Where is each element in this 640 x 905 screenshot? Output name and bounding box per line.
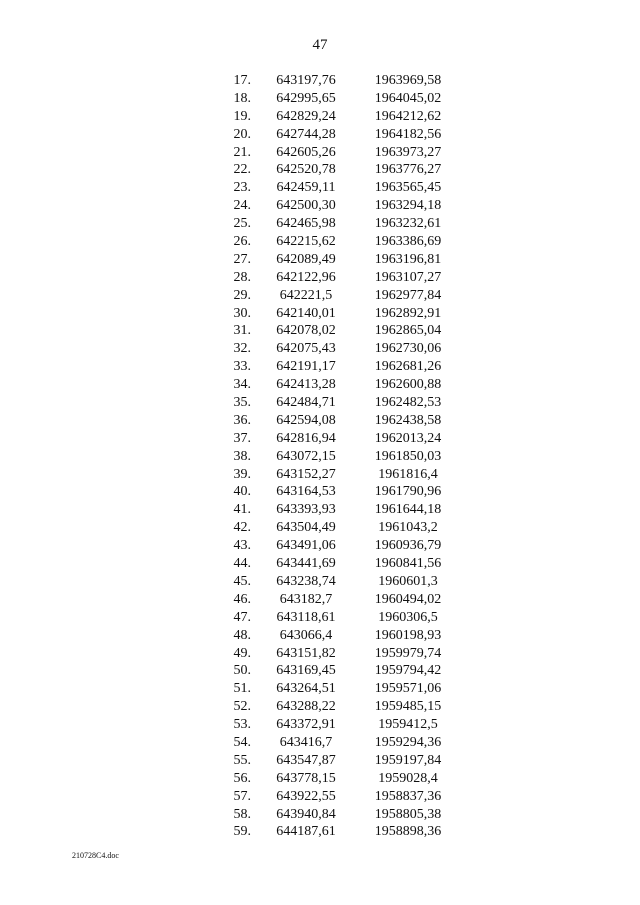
x-coordinate: 643169,45 [276,663,336,679]
point-number: 59. [233,824,251,840]
table-row [215,448,455,466]
table-row [215,770,455,788]
x-coordinate: 642484,71 [276,395,336,411]
table-row [215,806,455,824]
table-row [215,734,455,752]
y-coordinate: 1959294,36 [374,734,442,750]
x-coordinate: 643264,51 [276,681,336,697]
y-coordinate: 1960494,02 [374,591,442,607]
y-coordinate: 1960936,79 [374,538,442,554]
x-coordinate: 642078,02 [276,323,336,339]
y-coordinate: 1962681,26 [374,359,442,375]
y-coordinate: 1963294,18 [374,198,442,214]
table-row [215,215,455,233]
page-number: 47 [312,37,328,53]
y-coordinate: 1962892,91 [374,305,442,321]
point-number: 38. [233,448,251,464]
point-number: 24. [233,198,251,214]
table-row [215,555,455,573]
point-number: 56. [233,770,251,786]
table-row [215,501,455,519]
table-row [215,108,455,126]
point-number: 36. [233,412,251,428]
point-number: 57. [233,788,251,804]
y-coordinate: 1960601,3 [378,573,438,589]
point-number: 45. [233,573,251,589]
x-coordinate: 643118,61 [276,609,336,625]
table-row [215,126,455,144]
table-row [215,322,455,340]
point-number: 54. [233,734,251,750]
y-coordinate: 1962865,04 [374,323,442,339]
table-row [215,609,455,627]
footer-filename: 210728C4.doc [72,851,119,860]
point-number: 30. [233,305,251,321]
table-row [215,466,455,484]
y-coordinate: 1959197,84 [374,752,442,768]
x-coordinate: 642122,96 [276,269,336,285]
x-coordinate: 643072,15 [276,448,336,464]
point-number: 37. [233,430,251,446]
point-number: 19. [233,108,251,124]
point-number: 32. [233,341,251,357]
table-row [215,483,455,501]
table-row [215,358,455,376]
y-coordinate: 1963776,27 [374,162,442,178]
table-row [215,72,455,90]
y-coordinate: 1962977,84 [374,287,442,303]
table-row [215,430,455,448]
x-coordinate: 643182,7 [279,591,333,607]
table-row [215,412,455,430]
x-coordinate: 643491,06 [276,538,336,554]
x-coordinate: 642089,49 [276,251,336,267]
point-number: 27. [233,251,251,267]
point-number: 51. [233,681,251,697]
table-row [215,716,455,734]
point-number: 18. [233,90,251,106]
y-coordinate: 1960306,5 [378,609,438,625]
y-coordinate: 1959028,4 [378,770,438,786]
x-coordinate: 643940,84 [276,806,336,822]
y-coordinate: 1962730,06 [374,341,442,357]
point-number: 48. [233,627,251,643]
y-coordinate: 1961816,4 [378,466,438,482]
x-coordinate: 642520,78 [276,162,336,178]
y-coordinate: 1963386,69 [374,234,442,250]
point-number: 25. [233,216,251,232]
y-coordinate: 1960198,93 [374,627,442,643]
point-number: 31. [233,323,251,339]
y-coordinate: 1962013,24 [374,430,442,446]
table-row [215,627,455,645]
point-number: 55. [233,752,251,768]
x-coordinate: 643922,55 [276,788,336,804]
point-number: 20. [233,126,251,142]
table-row [215,394,455,412]
table-row [215,788,455,806]
point-number: 28. [233,269,251,285]
table-row [215,573,455,591]
y-coordinate: 1964182,56 [374,126,442,142]
y-coordinate: 1963196,81 [374,251,442,267]
point-number: 23. [233,180,251,196]
point-number: 26. [233,234,251,250]
x-coordinate: 642191,17 [276,359,336,375]
table-row [215,269,455,287]
point-number: 42. [233,520,251,536]
y-coordinate: 1959571,06 [374,681,442,697]
x-coordinate: 643441,69 [276,556,336,572]
point-number: 21. [233,144,251,160]
table-row [215,233,455,251]
point-number: 47. [233,609,251,625]
y-coordinate: 1963107,27 [374,269,442,285]
x-coordinate: 642829,24 [276,108,336,124]
coordinate-table [215,72,455,841]
x-coordinate: 642816,94 [276,430,336,446]
table-row [215,161,455,179]
y-coordinate: 1960841,56 [374,556,442,572]
table-row [215,662,455,680]
table-row [215,752,455,770]
x-coordinate: 643372,91 [276,717,336,733]
x-coordinate: 643416,7 [279,734,333,750]
y-coordinate: 1959794,42 [374,663,442,679]
x-coordinate: 642744,28 [276,126,336,142]
y-coordinate: 1964045,02 [374,90,442,106]
y-coordinate: 1961043,2 [378,520,438,536]
y-coordinate: 1959485,15 [374,699,442,715]
y-coordinate: 1959412,5 [378,717,438,733]
x-coordinate: 643288,22 [276,699,336,715]
table-row [215,90,455,108]
table-row [215,179,455,197]
point-number: 17. [233,73,251,88]
table-row [215,519,455,537]
x-coordinate: 642459,11 [276,180,336,196]
y-coordinate: 1962600,88 [374,377,442,393]
x-coordinate: 643164,53 [276,484,336,500]
point-number: 50. [233,663,251,679]
x-coordinate: 643393,93 [276,502,336,518]
x-coordinate: 643547,87 [276,752,336,768]
table-row [215,305,455,323]
x-coordinate: 643238,74 [276,573,336,589]
point-number: 34. [233,377,251,393]
table-row [215,698,455,716]
y-coordinate: 1961644,18 [374,502,442,518]
table-row [215,823,455,841]
x-coordinate: 643197,76 [276,73,336,88]
point-number: 49. [233,645,251,661]
table-row [215,376,455,394]
point-number: 44. [233,556,251,572]
y-coordinate: 1958805,38 [374,806,442,822]
point-number: 33. [233,359,251,375]
y-coordinate: 1962482,53 [374,395,442,411]
table-row [215,197,455,215]
point-number: 53. [233,717,251,733]
point-number: 46. [233,591,251,607]
y-coordinate: 1964212,62 [374,108,442,124]
y-coordinate: 1958837,36 [374,788,442,804]
x-coordinate: 642995,65 [276,90,336,106]
table-row [215,645,455,663]
x-coordinate: 642500,30 [276,198,336,214]
point-number: 58. [233,806,251,822]
x-coordinate: 642140,01 [276,305,336,321]
y-coordinate: 1963565,45 [374,180,442,196]
x-coordinate: 644187,61 [276,824,336,840]
y-coordinate: 1959979,74 [374,645,442,661]
x-coordinate: 642413,28 [276,377,336,393]
point-number: 52. [233,699,251,715]
y-coordinate: 1963232,61 [374,216,442,232]
x-coordinate: 643066,4 [279,627,333,643]
x-coordinate: 642605,26 [276,144,336,160]
x-coordinate: 642215,62 [276,234,336,250]
y-coordinate: 1963973,27 [374,144,442,160]
point-number: 22. [233,162,251,178]
y-coordinate: 1961850,03 [374,448,442,464]
x-coordinate: 642465,98 [276,216,336,232]
x-coordinate: 643151,82 [276,645,336,661]
x-coordinate: 643152,27 [276,466,336,482]
x-coordinate: 642594,08 [276,412,336,428]
table-row [215,287,455,305]
point-number: 43. [233,538,251,554]
table-row [215,340,455,358]
point-number: 40. [233,484,251,500]
x-coordinate: 643778,15 [276,770,336,786]
y-coordinate: 1961790,96 [374,484,442,500]
x-coordinate: 642075,43 [276,341,336,357]
table-row [215,537,455,555]
table-row [215,680,455,698]
x-coordinate: 643504,49 [276,520,336,536]
y-coordinate: 1958898,36 [374,824,442,840]
y-coordinate: 1963969,58 [374,73,442,88]
point-number: 39. [233,466,251,482]
point-number: 41. [233,502,251,518]
table-row [215,591,455,609]
y-coordinate: 1962438,58 [374,412,442,428]
point-number: 29. [233,287,251,303]
point-number: 35. [233,395,251,411]
table-row [215,251,455,269]
x-coordinate: 642221,5 [279,287,333,303]
table-row [215,144,455,162]
